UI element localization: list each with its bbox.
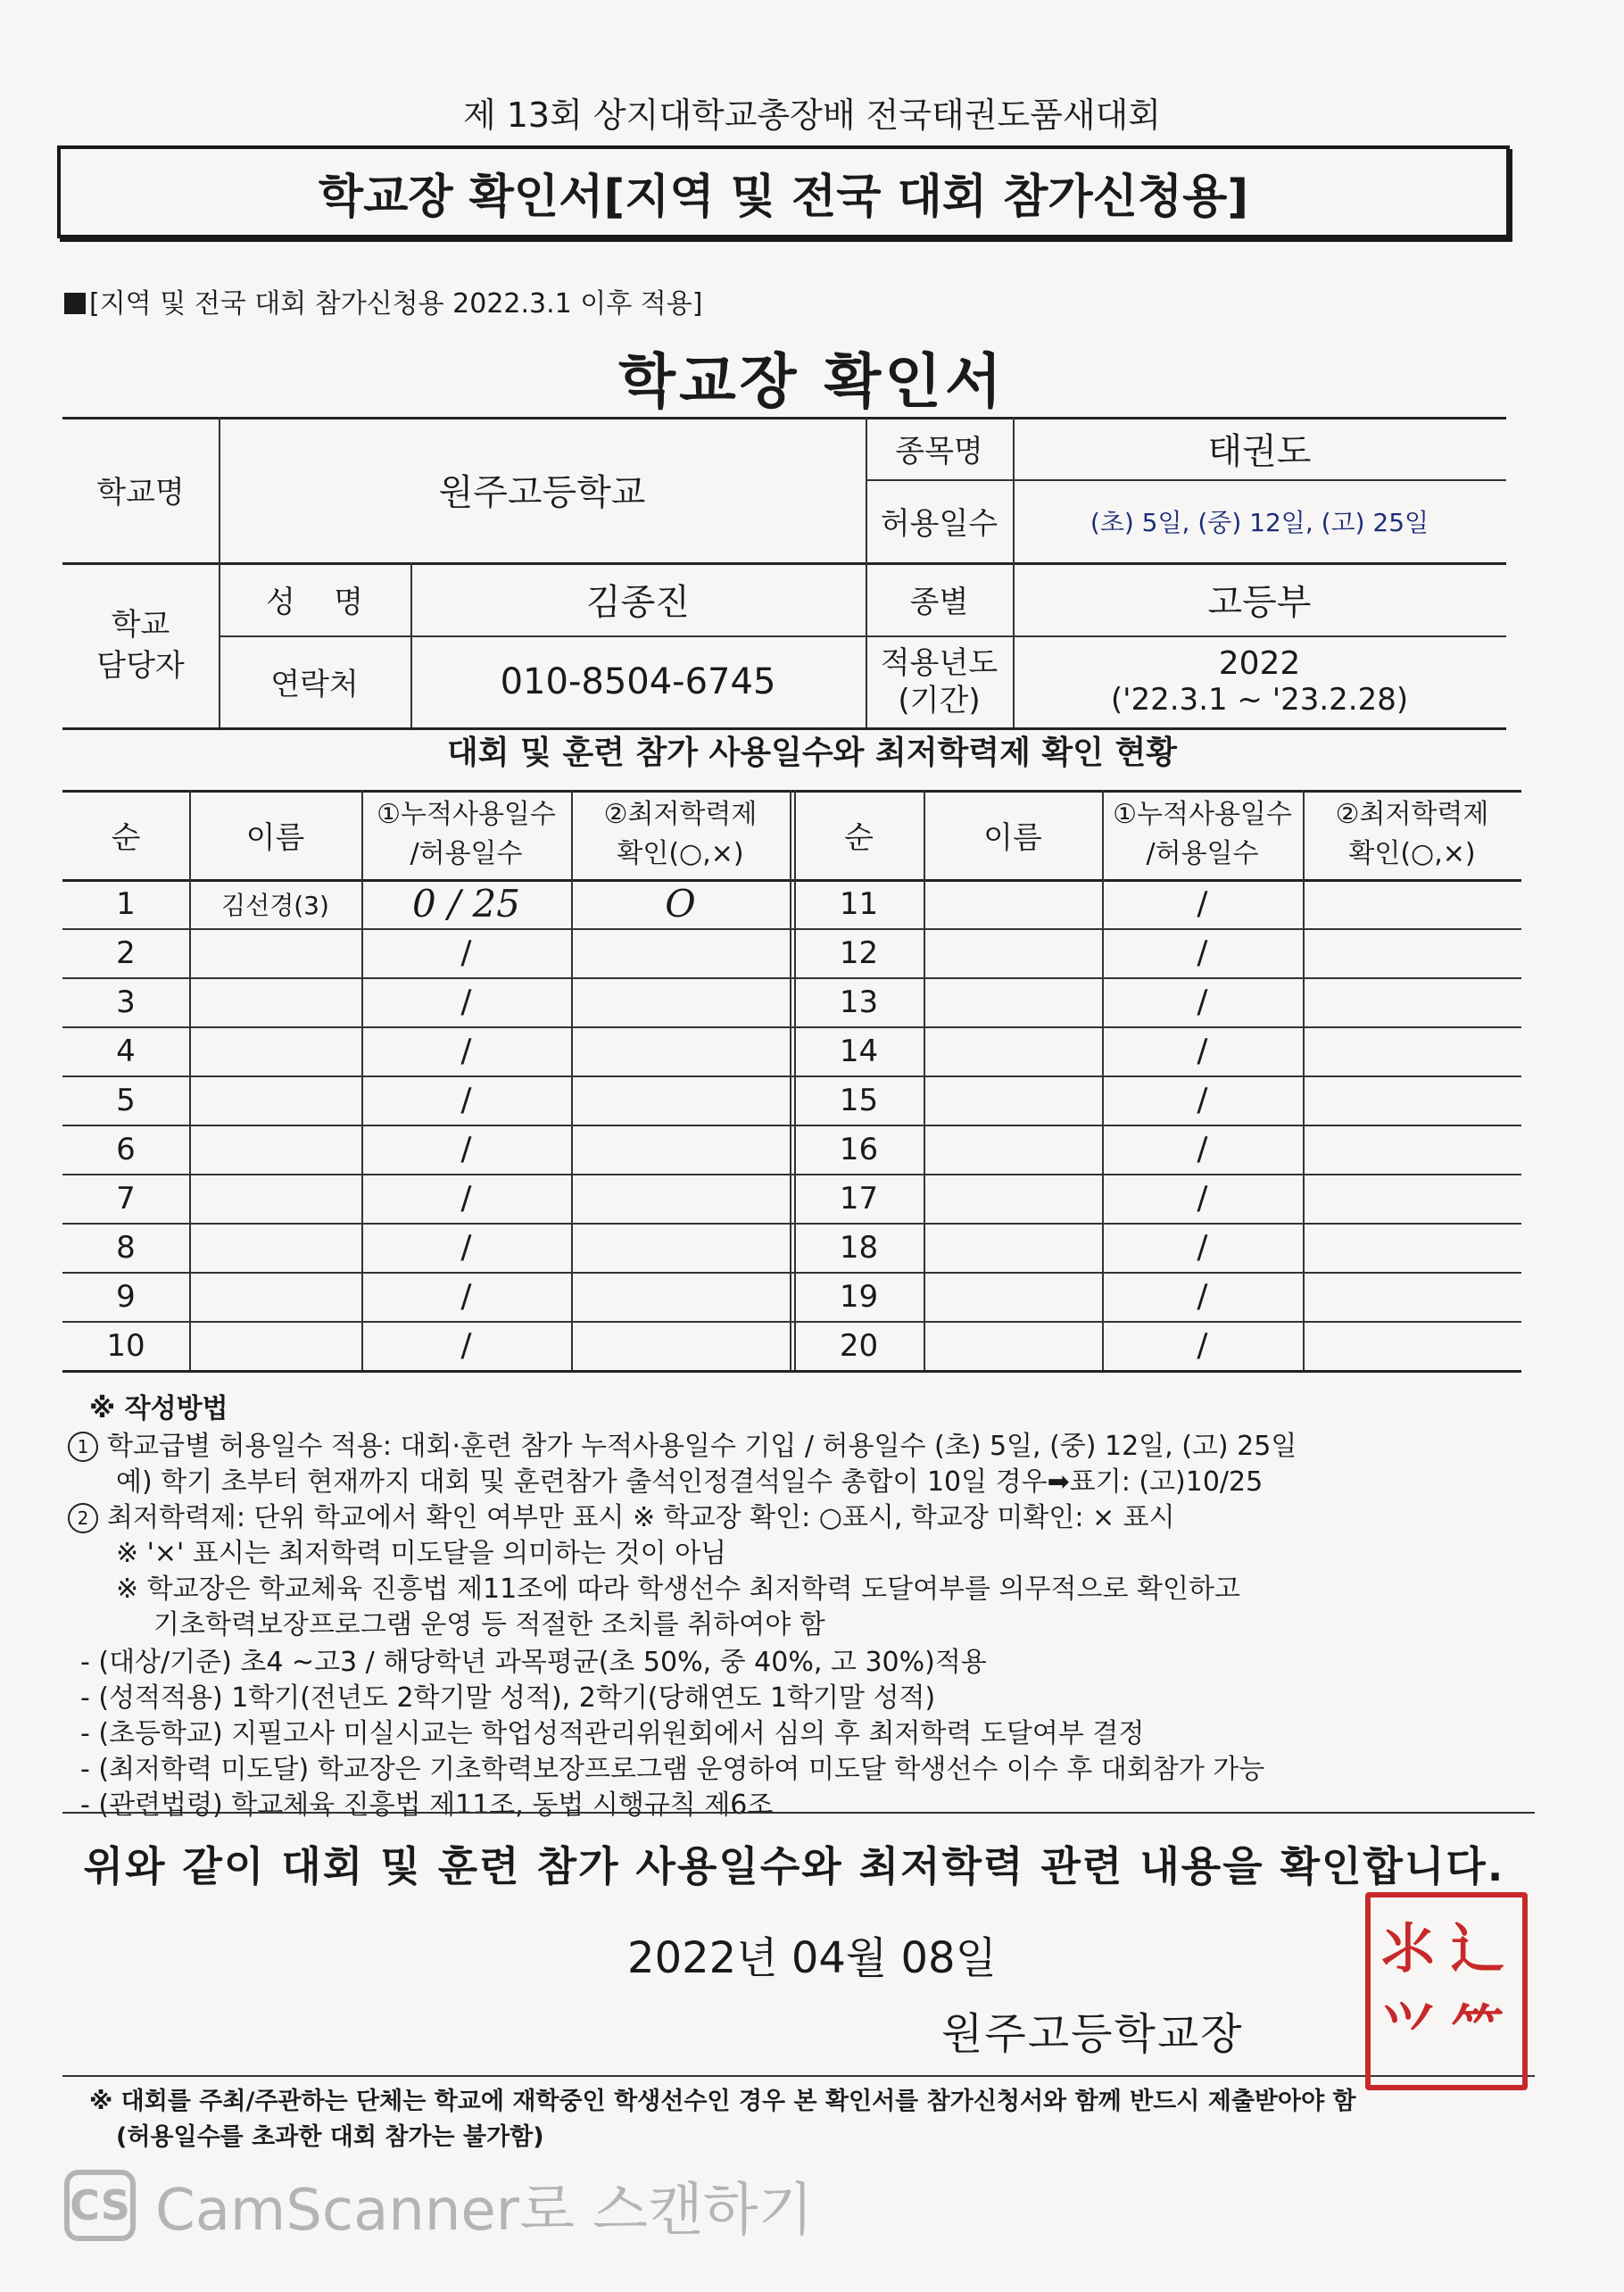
row-number: 6 xyxy=(116,1131,136,1167)
form-title-box: 학교장 확인서[지역 및 전국 대회 참가신청용] xyxy=(57,145,1510,238)
red-seal-icon: ⺢ ⻌ ⺍ ⺮ xyxy=(1365,1892,1528,2090)
header-line: ①누적사용일수 xyxy=(1113,799,1292,830)
note-2-text: 최저학력제: 단위 학교에서 확인 여부만 표시 ※ 학교장 확인: ○표시, 학교장 미확인: × 표시 xyxy=(107,1502,1175,1533)
header-days xyxy=(1102,790,1303,879)
footer-note-line-1: ※ 대회를 주최/주관하는 단체는 학교에 재학중인 학생선수인 경우 본 확인서를 참가신청서와 함께 반드시 제출받아야 함 xyxy=(89,2088,1356,2115)
header-name: 이름 xyxy=(983,819,1042,856)
footer-divider xyxy=(62,2075,1535,2077)
row-number: 7 xyxy=(116,1180,136,1217)
row-number: 2 xyxy=(116,934,136,971)
row-check xyxy=(571,1026,790,1075)
status-center-line xyxy=(790,790,791,1370)
row-number: 16 xyxy=(839,1131,879,1167)
row-check xyxy=(1303,1223,1521,1272)
black-square-icon xyxy=(64,293,86,314)
staff-label: 학교 담당자 xyxy=(96,606,185,684)
row-name xyxy=(924,1026,1102,1075)
row-days: / xyxy=(460,1327,472,1364)
row-check xyxy=(571,1174,790,1223)
row-name xyxy=(189,1272,361,1321)
row-number: 17 xyxy=(839,1180,879,1217)
row-check xyxy=(1303,879,1521,928)
note-detail-4: - (최저학력 미도달) 학교장은 기초학력보장프로그램 운영하여 미도달 학생선수 이수 후 대회참가 가능 xyxy=(80,1754,1265,1785)
row-days: / xyxy=(1197,1229,1208,1266)
row-days: / xyxy=(1197,1131,1208,1167)
period-value: ('22.3.1 ~ '23.2.28) xyxy=(1110,682,1409,718)
row-name xyxy=(924,1075,1102,1125)
sport-value: 태권도 xyxy=(1207,430,1312,472)
row-name xyxy=(924,1223,1102,1272)
header-check xyxy=(1303,790,1521,879)
row-days: / xyxy=(460,934,472,971)
header-days xyxy=(361,790,571,879)
circled-number: 2 xyxy=(68,1503,98,1533)
row-days: / xyxy=(460,1278,472,1315)
row-check xyxy=(571,1075,790,1125)
row-number: 18 xyxy=(839,1229,879,1266)
row-number: 12 xyxy=(839,934,879,971)
row-name xyxy=(924,977,1102,1026)
footer-note-line-2: (허용일수를 초과한 대회 참가는 불가함) xyxy=(116,2123,544,2151)
row-days: / xyxy=(460,1082,472,1118)
row-days: / xyxy=(460,1229,472,1266)
year-label: 적용년도 (기간) xyxy=(880,644,998,718)
row-number: 19 xyxy=(839,1278,879,1315)
note-1-example: 예) 학기 초부터 현재까지 대회 및 훈련참가 출석인정결석일수 총합이 10일 경우➡표기: (고)10/25 xyxy=(116,1466,1264,1498)
notes-heading: ※ 작성방법 xyxy=(89,1393,228,1424)
row-check xyxy=(571,1125,790,1174)
notice-line xyxy=(64,281,702,320)
note-detail-1: - (대상/기준) 초4 ~고3 / 해당학년 과목평균(초 50%, 중 40%, 고 30%)적용 xyxy=(80,1647,987,1678)
note-2 xyxy=(68,1495,1175,1534)
row-name: 김선경(3) xyxy=(221,890,329,920)
name-label: 성 명 xyxy=(266,584,363,620)
row-name xyxy=(924,1272,1102,1321)
row-name xyxy=(189,1026,361,1075)
row-check xyxy=(1303,1125,1521,1174)
footer-note xyxy=(89,2084,1356,2155)
row-check xyxy=(1303,1272,1521,1321)
note-1-text: 학교급별 허용일수 적용: 대회·훈련 참가 누적사용일수 기입 / 허용일수 (초) 5일, (중) 12일, (고) 25일 xyxy=(107,1431,1297,1462)
note-2-a: ※ '×' 표시는 최저학력 미도달을 의미하는 것이 아님 xyxy=(116,1538,727,1569)
row-days: / xyxy=(1197,885,1208,922)
row-check xyxy=(571,1272,790,1321)
row-check xyxy=(1303,1321,1521,1370)
row-days: / xyxy=(460,1033,472,1069)
principal-name: 원주고등학교장 xyxy=(941,2009,1244,2059)
row-days: / xyxy=(460,984,472,1020)
main-title: 학교장 확인서 xyxy=(618,347,1006,416)
row-name xyxy=(189,1223,361,1272)
note-detail-3: - (초등학교) 지필고사 미실시교는 학업성적관리위원회에서 심의 후 최저학력 도달여부 결정 xyxy=(80,1718,1145,1749)
row-days: 0 / 25 xyxy=(411,882,521,926)
row-check xyxy=(1303,928,1521,977)
header-line: /허용일수 xyxy=(1146,838,1259,869)
row-name xyxy=(189,1321,361,1370)
row-name xyxy=(924,1125,1102,1174)
row-check xyxy=(571,928,790,977)
row-name xyxy=(924,928,1102,977)
row-days: / xyxy=(1197,1082,1208,1118)
row-number: 20 xyxy=(839,1327,879,1364)
name-value: 김종진 xyxy=(586,581,690,623)
row-name xyxy=(189,928,361,977)
contact-value: 010-8504-6745 xyxy=(500,660,776,702)
row-check xyxy=(571,1321,790,1370)
row-number: 4 xyxy=(116,1033,136,1069)
row-days: / xyxy=(1197,934,1208,971)
row-number: 1 xyxy=(116,885,136,922)
school-label: 학교명 xyxy=(96,475,185,511)
header-line: 확인(○,×) xyxy=(1348,838,1476,869)
header-line: ②최저학력제 xyxy=(603,799,758,830)
row-days: / xyxy=(1197,1180,1208,1217)
row-days: / xyxy=(1197,1033,1208,1069)
row-name xyxy=(189,977,361,1026)
row-name xyxy=(189,1174,361,1223)
header-line: ①누적사용일수 xyxy=(377,799,556,830)
header-line: ②최저학력제 xyxy=(1335,799,1489,830)
row-days: / xyxy=(460,1131,472,1167)
row-number: 8 xyxy=(116,1229,136,1266)
row-number: 5 xyxy=(116,1082,136,1118)
row-name xyxy=(189,1125,361,1174)
row-number: 9 xyxy=(116,1278,136,1315)
sport-label: 종목명 xyxy=(895,433,983,469)
allowed-label: 허용일수 xyxy=(880,506,998,542)
row-check xyxy=(571,977,790,1026)
row-name xyxy=(924,1321,1102,1370)
contact-label: 연락처 xyxy=(270,667,359,702)
header-no: 순 xyxy=(844,819,874,856)
camscanner-watermark xyxy=(64,2164,814,2246)
note-1 xyxy=(68,1424,1297,1463)
row-days: / xyxy=(1197,1278,1208,1315)
note-detail-5: - (관련법령) 학교체육 진흥법 제11조, 동법 시행규칙 제6조 xyxy=(80,1790,774,1821)
status-title: 대회 및 훈련 참가 사용일수와 최저학력제 확인 현황 xyxy=(446,735,1178,771)
header-check xyxy=(571,790,790,879)
row-check xyxy=(1303,1026,1521,1075)
row-number: 3 xyxy=(116,984,136,1020)
note-2-c: 기초학력보장프로그램 운영 등 적절한 조치를 취하여야 함 xyxy=(153,1609,825,1640)
circled-number: 1 xyxy=(68,1432,98,1462)
year-cell xyxy=(1013,635,1506,727)
confirm-statement: 위와 같이 대회 및 훈련 참가 사용일수와 최저학력 관련 내용을 확인합니다. xyxy=(83,1842,1505,1890)
row-number: 11 xyxy=(839,885,879,922)
row-days: / xyxy=(460,1180,472,1217)
header-no: 순 xyxy=(111,819,141,856)
confirm-date: 2022년 04월 08일 xyxy=(627,1933,997,1983)
year-value: 2022 xyxy=(1218,645,1301,682)
notice-text: [지역 및 전국 대회 참가신청용 2022.3.1 이후 적용] xyxy=(89,288,703,320)
row-check xyxy=(571,1223,790,1272)
school-value: 원주고등학교 xyxy=(438,472,646,513)
header-line: /허용일수 xyxy=(410,838,523,869)
division-value: 고등부 xyxy=(1207,581,1312,623)
note-2-b: ※ 학교장은 학교체육 진흥법 제11조에 따라 학생선수 최저학력 도달여부를 의무적으로 확인하고 xyxy=(116,1574,1240,1605)
row-days: / xyxy=(1197,1327,1208,1364)
notes-divider xyxy=(62,1812,1535,1814)
row-check xyxy=(1303,1075,1521,1125)
allowed-value: (초) 5일, (중) 12일, (고) 25일 xyxy=(1090,507,1429,537)
event-name: 제 13회 상지대학교총장배 전국태권도품새대회 xyxy=(462,96,1162,135)
row-name xyxy=(189,1075,361,1125)
header-line: 확인(○,×) xyxy=(617,838,744,869)
row-name xyxy=(924,879,1102,928)
row-number: 14 xyxy=(839,1033,879,1069)
row-check xyxy=(1303,977,1521,1026)
row-check: O xyxy=(665,882,696,926)
division-label: 종별 xyxy=(909,584,969,620)
row-check xyxy=(1303,1174,1521,1223)
row-number: 10 xyxy=(106,1327,145,1364)
row-name xyxy=(924,1174,1102,1223)
camscanner-logo-icon: CS xyxy=(64,2170,136,2241)
row-days: / xyxy=(1197,984,1208,1020)
watermark-text: CamScanner로 스캔하기 xyxy=(155,2178,814,2244)
row-number: 15 xyxy=(839,1082,879,1118)
row-number: 13 xyxy=(839,984,879,1020)
status-bottom-border xyxy=(62,1370,1521,1373)
header-name: 이름 xyxy=(245,819,305,856)
note-detail-2: - (성적적용) 1학기(전년도 2학기말 성적), 2학기(당해연도 1학기말 성적) xyxy=(80,1682,936,1714)
